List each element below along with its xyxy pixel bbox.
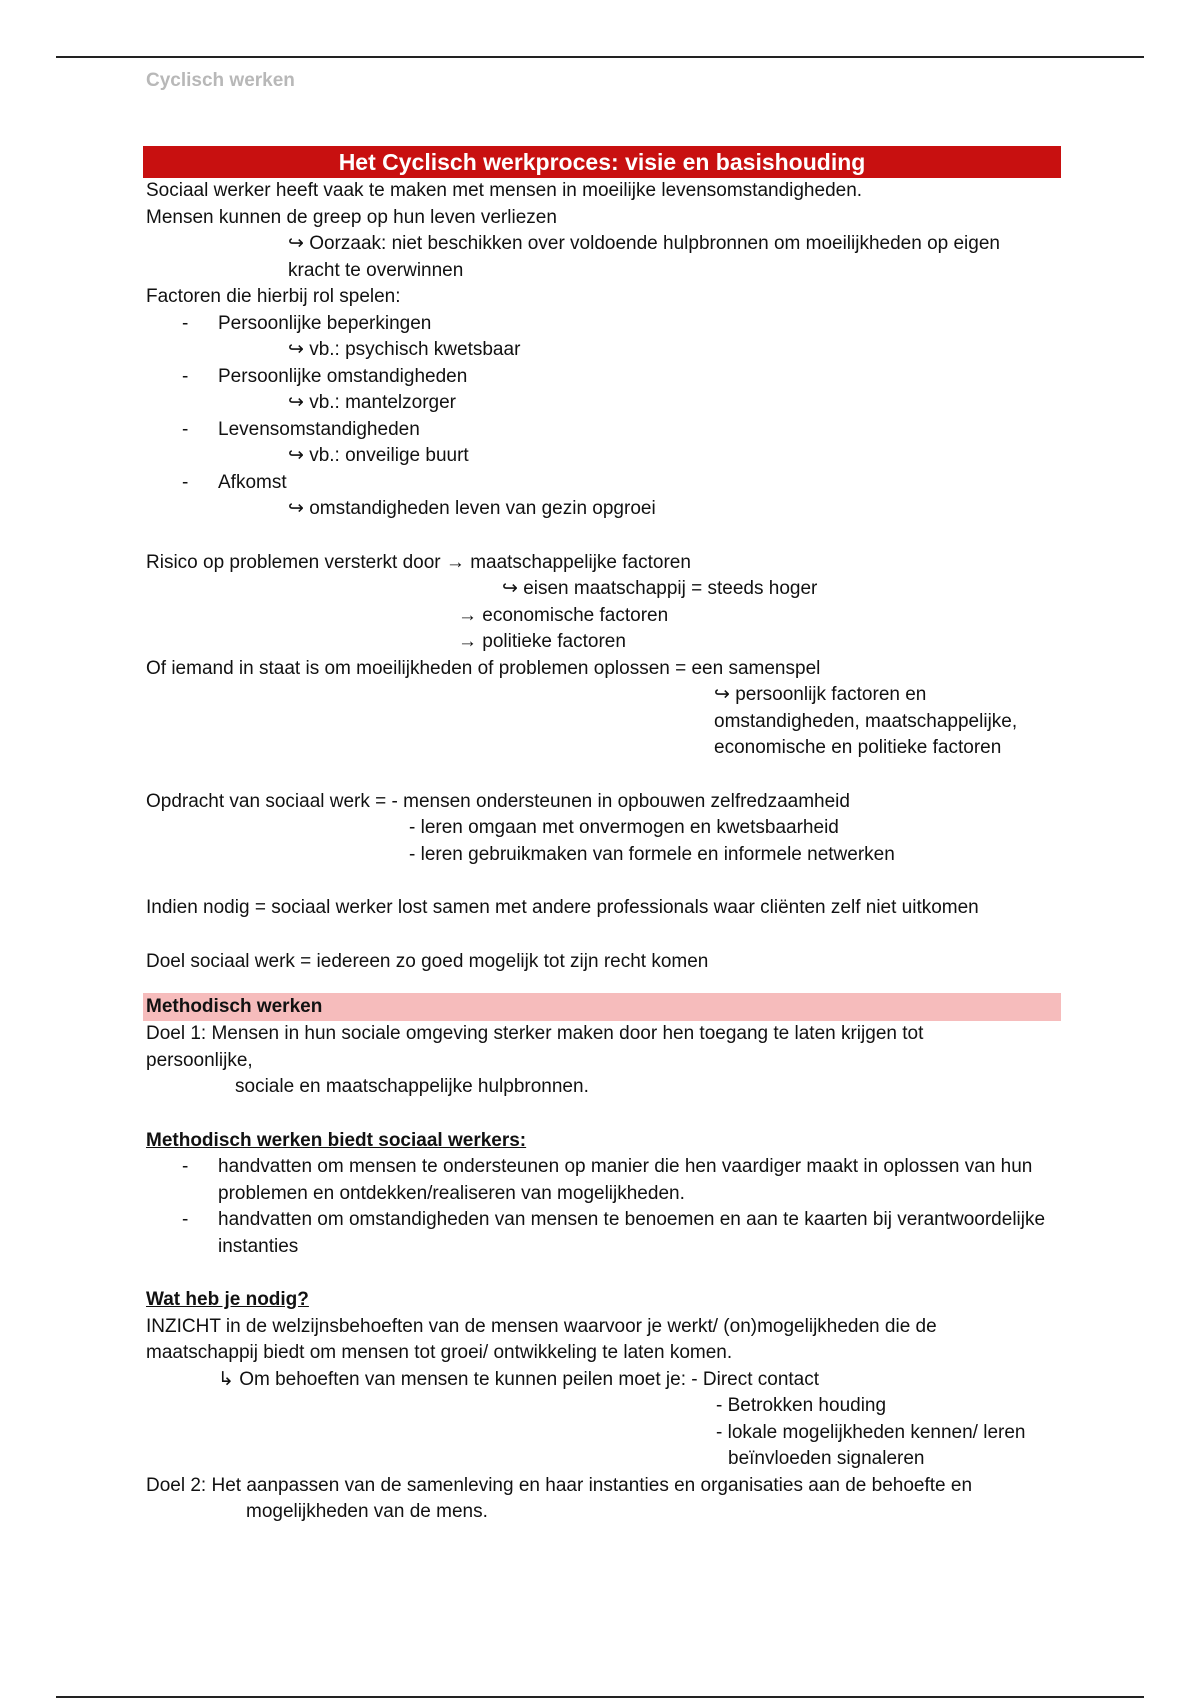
samenspel-detail-3: economische en politieke factoren: [714, 737, 1002, 758]
intro-line-2: Mensen kunnen de greep op hun leven verliezen: [146, 206, 557, 228]
risk-line-2: ↪ eisen maatschappij = steeds hoger: [502, 578, 818, 599]
section-title-bar: Het Cyclisch werkproces: visie en basishouding: [143, 146, 1061, 178]
methodisch-section-bar: Methodisch werken: [143, 993, 1061, 1021]
nodig-line-1: INZICHT in de welzijnsbehoeften van de mensen waarvoor je werkt/ (on)mogelijkheden die de: [146, 1315, 937, 1337]
samenspel-detail-2: omstandigheden, maatschappelijke,: [714, 710, 1018, 732]
nodig-line-2: maatschappij biedt om mensen tot groei/ ontwikkeling te laten komen.: [146, 1342, 733, 1363]
nodig-heading: Wat heb je nodig?: [146, 1289, 309, 1310]
factor-item: - Levensomstandigheden: [182, 418, 420, 440]
peil-line-4: beïnvloeden signaleren: [728, 1448, 925, 1469]
intro-cause-cont: kracht te overwinnen: [288, 259, 464, 281]
opdracht-line-2: - leren omgaan met onvermogen en kwetsbaarheid: [409, 817, 839, 838]
doel2-line-2: mogelijkheden van de mens.: [246, 1501, 488, 1522]
factor-item: - Afkomst: [182, 471, 287, 493]
bottom-rule: [56, 1696, 1144, 1698]
biedt-item: - handvatten om mensen te ondersteunen op manier die hen vaardiger maakt in oplossen van hun problemen en ontdekken/realiseren van mogelijkheden.: [182, 1156, 1033, 1204]
doel1-line-2: persoonlijke,: [146, 1049, 253, 1071]
doel1-line-3: sociale en maatschappelijke hulpbronnen.: [235, 1076, 589, 1097]
factor-example: ↪ vb.: psychisch kwetsbaar: [288, 339, 521, 360]
factor-example: ↪ omstandigheden leven van gezin opgroei: [288, 498, 656, 519]
doel2-line-1: Doel 2: Het aanpassen van de samenleving en haar instanties en organisaties aan de behoefte en: [146, 1474, 973, 1496]
factor-item: - Persoonlijke beperkingen: [182, 312, 432, 334]
intro-cause-line: ↪ Oorzaak: niet beschikken over voldoende hulpbronnen om moeilijkheden op eigen: [288, 233, 1000, 254]
risk-line-4: → politieke factoren: [458, 631, 626, 652]
peil-line-2: - Betrokken houding: [716, 1395, 887, 1416]
samenspel-line: Of iemand in staat is om moeilijkheden of problemen oplossen = een samenspel: [146, 657, 821, 679]
samenspel-detail-1: ↪ persoonlijk factoren en: [714, 684, 927, 705]
factors-intro: Factoren die hierbij rol spelen:: [146, 286, 401, 307]
peil-line-1: ↳ Om behoeften van mensen te kunnen peilen moet je: - Direct contact: [218, 1368, 820, 1390]
top-rule: [56, 56, 1144, 58]
factor-example: ↪ vb.: mantelzorger: [288, 392, 456, 413]
document-body: [146, 146, 1058, 1526]
doel1-line-1: Doel 1: Mensen in hun sociale omgeving sterker maken door hen toegang te laten krijgen tot: [146, 1023, 924, 1044]
peil-line-3: - lokale mogelijkheden kennen/ leren: [716, 1421, 1026, 1443]
factor-example: ↪ vb.: onveilige buurt: [288, 445, 469, 466]
running-header: Cyclisch werken: [146, 70, 295, 91]
opdracht-line-3: - leren gebruikmaken van formele en informele netwerken: [409, 843, 895, 865]
doel-line: Doel sociaal werk = iedereen zo goed mogelijk tot zijn recht komen: [146, 950, 709, 972]
factor-item: - Persoonlijke omstandigheden: [182, 365, 468, 387]
indien-line: Indien nodig = sociaal werker lost samen met andere professionals waar cliënten zelf niet uitkomen: [146, 897, 979, 918]
risk-line-1: Risico op problemen versterkt door → maatschappelijke factoren: [146, 551, 691, 573]
biedt-heading: Methodisch werken biedt sociaal werkers:: [146, 1129, 527, 1151]
intro-line-1: Sociaal werker heeft vaak te maken met mensen in moeilijke levensomstandigheden.: [146, 180, 863, 201]
biedt-item: - handvatten om omstandigheden van mensen te benoemen en aan te kaarten bij verantwoordelijke instanties: [182, 1209, 1046, 1257]
opdracht-line-1: Opdracht van sociaal werk = - mensen ondersteunen in opbouwen zelfredzaamheid: [146, 790, 850, 812]
risk-line-3: → economische factoren: [458, 604, 669, 626]
